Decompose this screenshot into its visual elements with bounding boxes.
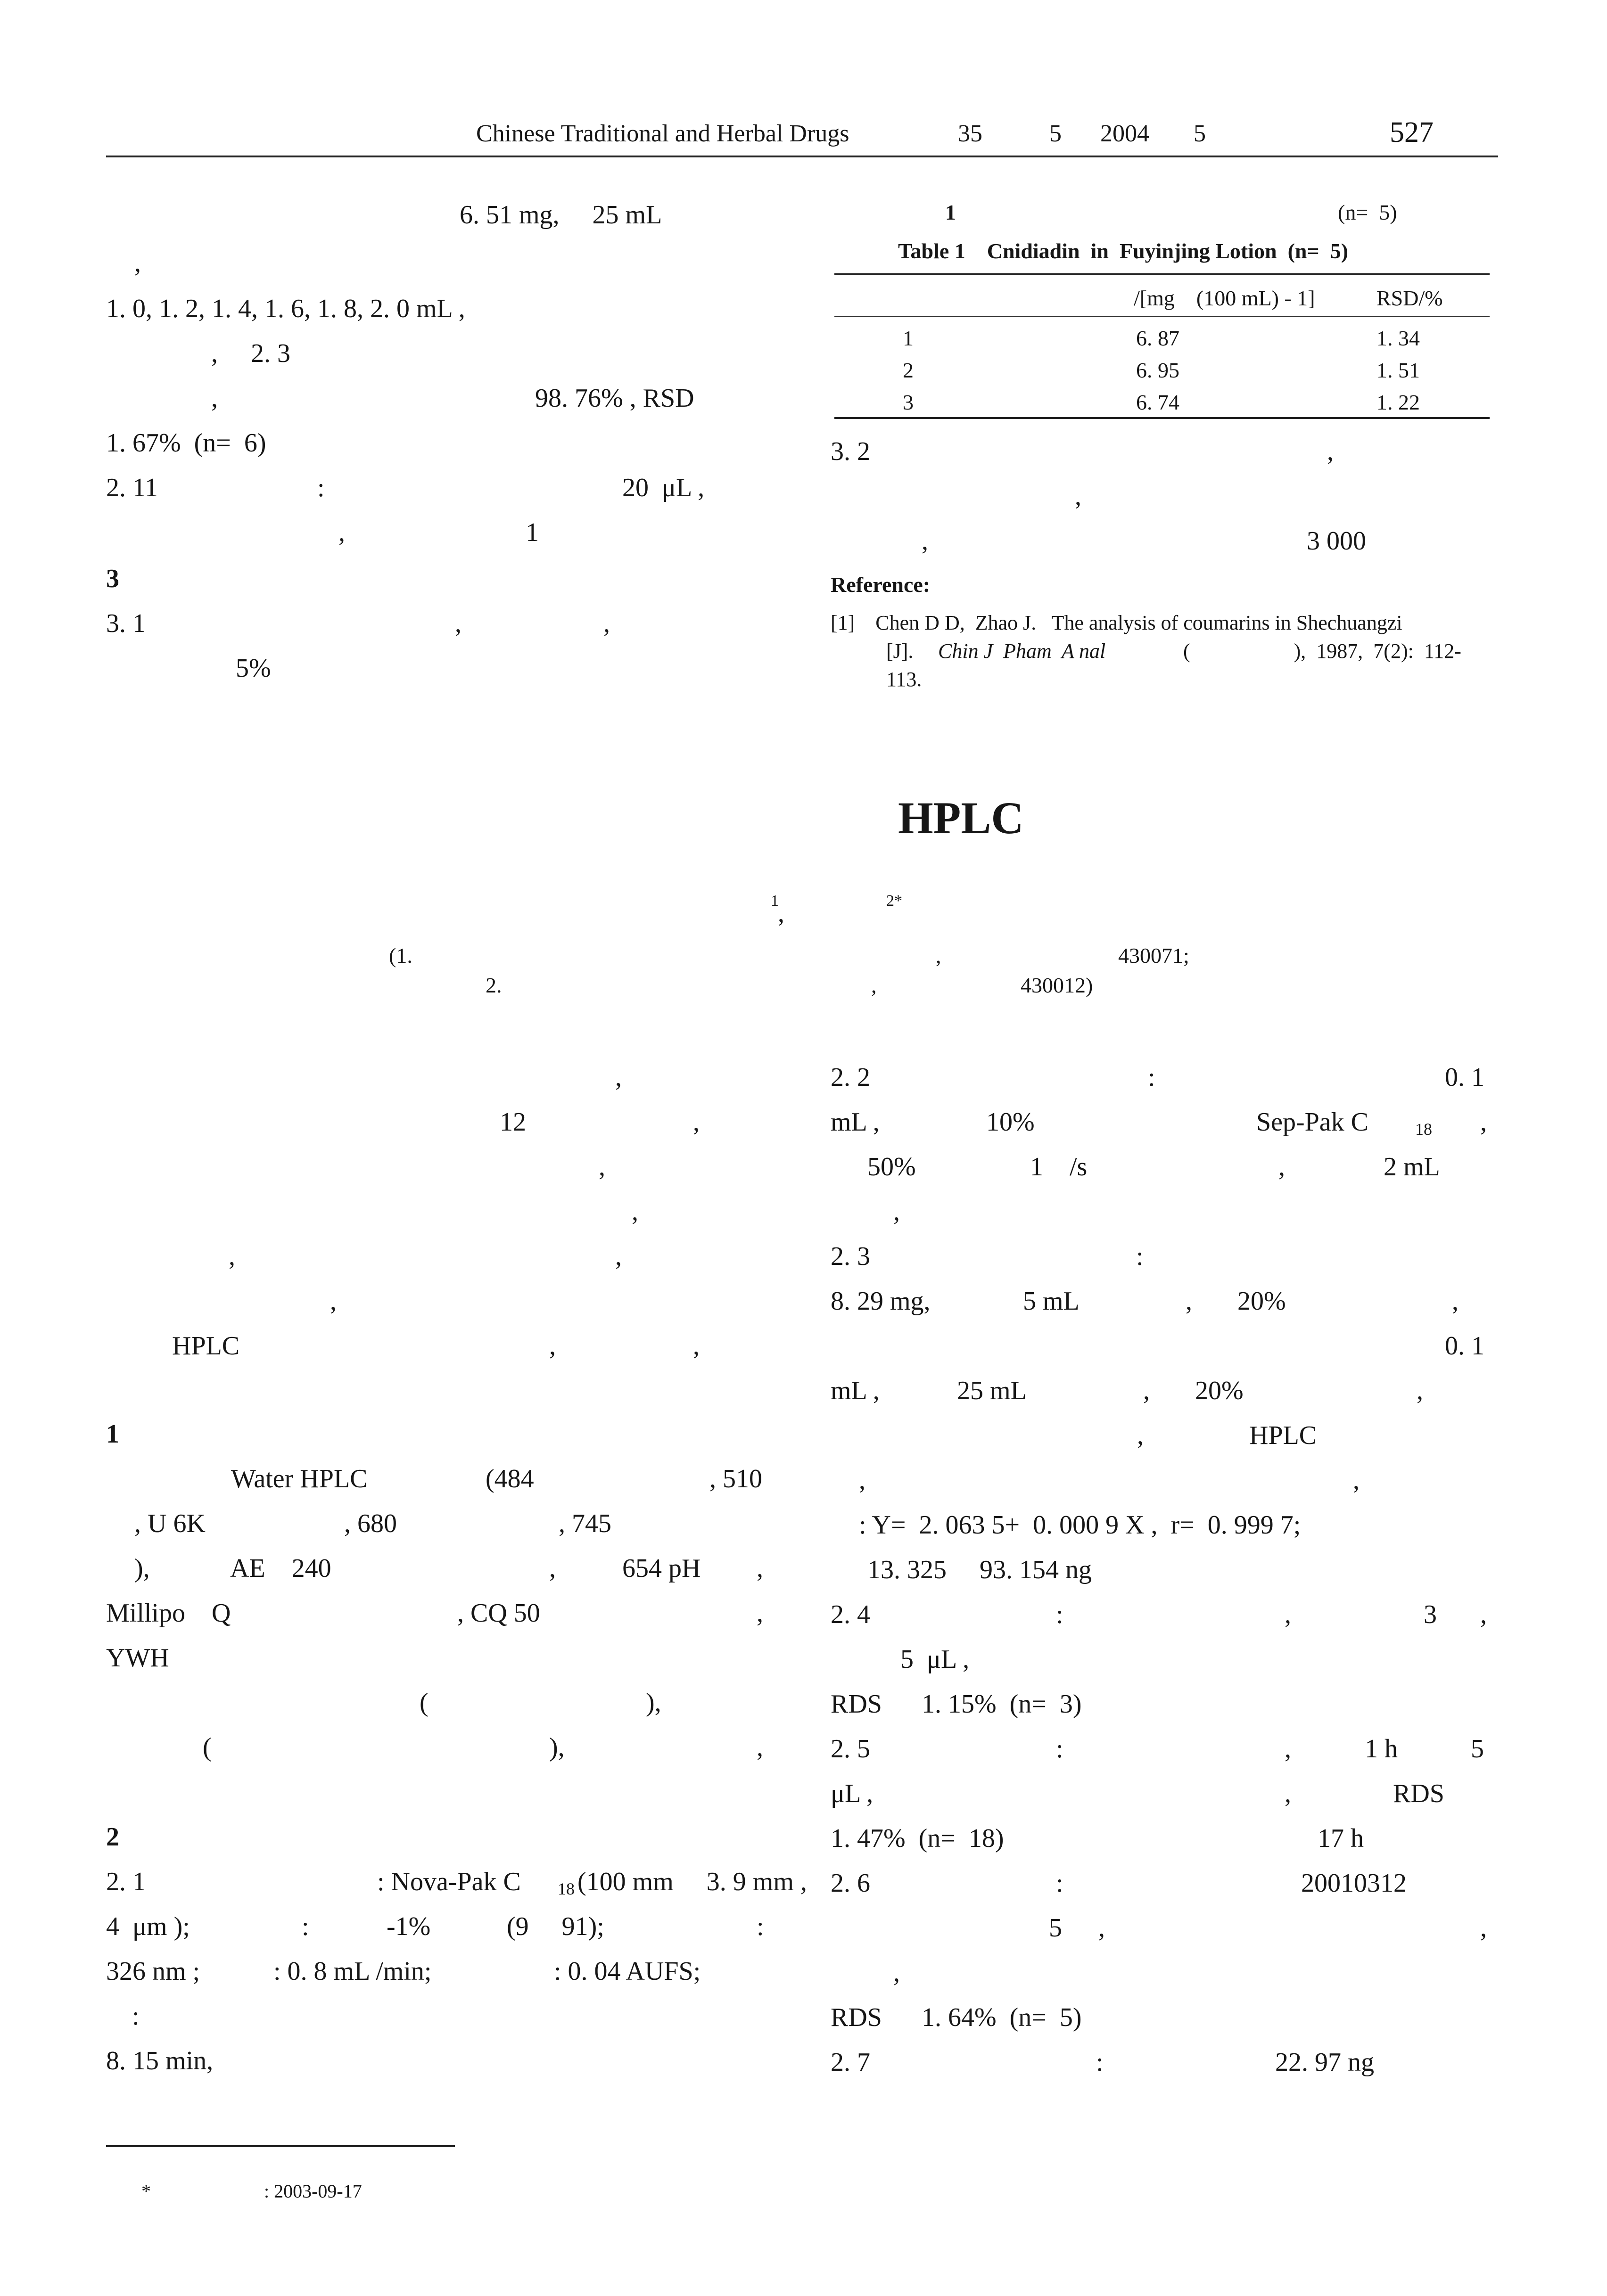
text-line: , 745 xyxy=(559,1509,611,1538)
section-number: 2 xyxy=(106,1822,119,1852)
table-bottom-rule xyxy=(834,417,1490,419)
volume: 35 xyxy=(958,120,982,147)
affiliation-sup: 2* xyxy=(886,892,902,910)
text-line: 5 μL , xyxy=(900,1645,970,1674)
text-line: , xyxy=(1353,1466,1360,1495)
section-number: 1 xyxy=(106,1419,119,1449)
text-line: : xyxy=(1096,2048,1104,2077)
column-header-rsd: RSD/% xyxy=(1376,286,1443,310)
text-line: ( xyxy=(420,1688,429,1717)
article-title: HPLC xyxy=(898,793,1024,843)
text-line: 3. 1 xyxy=(106,609,146,638)
text-line: : Nova-Pak C xyxy=(377,1867,521,1896)
reference-line: 113. xyxy=(886,668,922,691)
text-line: 20 μL , xyxy=(622,473,705,502)
text-line: AE 240 xyxy=(230,1554,331,1583)
text-line: : xyxy=(132,2001,140,2031)
text-line: 0. 1 xyxy=(1445,1063,1484,1092)
text-line: μL , xyxy=(831,1779,874,1808)
text-line: mL , xyxy=(831,1107,880,1137)
table-n: (n= 5) xyxy=(1338,200,1397,224)
content-cell: 6. 87 xyxy=(1136,326,1179,350)
text-line: , xyxy=(330,1287,337,1316)
text-line: 2. 1 xyxy=(106,1867,146,1896)
text-line: -1% xyxy=(387,1912,431,1941)
text-line: 2. 3 xyxy=(831,1242,870,1271)
text-line: 25 mL xyxy=(957,1376,1027,1405)
text-line: , 510 xyxy=(709,1464,762,1493)
text-line: 3. 2 xyxy=(831,437,870,466)
text-line: 17 h xyxy=(1318,1824,1364,1853)
affiliation-line: 430012) xyxy=(1021,973,1093,997)
text-line: 2. 2 xyxy=(831,1063,870,1092)
text-line: , xyxy=(1452,1287,1459,1316)
text-line: , xyxy=(1417,1376,1423,1405)
footnote-rule xyxy=(106,2145,455,2147)
text-line: : xyxy=(757,1912,764,1941)
content-cell: 6. 74 xyxy=(1136,390,1179,414)
text-line: , xyxy=(1327,437,1334,466)
text-line: Sep-Pak C xyxy=(1256,1107,1368,1137)
text-line: 10% xyxy=(986,1107,1035,1137)
text-line: , xyxy=(615,1063,622,1092)
text-line: , xyxy=(632,1197,638,1226)
text-line: , xyxy=(338,518,345,547)
text-line: 2. 5 xyxy=(831,1734,870,1763)
text-line: , xyxy=(893,1958,900,1987)
text-line: 4 μm ); xyxy=(106,1912,190,1941)
issue: 5 xyxy=(1049,120,1062,147)
header-rule xyxy=(106,156,1498,157)
subscript: 18 xyxy=(558,1879,575,1898)
text-line: , xyxy=(134,248,141,278)
text-line: , xyxy=(1285,1600,1291,1629)
text-line: , xyxy=(1098,1913,1105,1943)
table-number: 1 xyxy=(945,200,956,224)
text-line: , xyxy=(1278,1152,1285,1181)
text-line: , xyxy=(1285,1779,1291,1808)
text-line: , xyxy=(603,609,610,638)
text-line: , xyxy=(859,1466,865,1495)
text-line: 5% xyxy=(236,654,271,683)
text-line: , xyxy=(1137,1421,1144,1450)
text-line: 2. 11 xyxy=(106,473,158,502)
text-line: Water HPLC xyxy=(231,1464,368,1493)
affiliation-sup: 1 xyxy=(771,892,779,910)
text-line: : xyxy=(1148,1063,1155,1092)
text-line: , xyxy=(693,1107,700,1137)
row-number: 1 xyxy=(903,326,914,350)
affiliation-line: , xyxy=(871,973,877,997)
row-number: 2 xyxy=(903,358,914,382)
text-line: ), xyxy=(646,1688,661,1717)
text-line: 5 xyxy=(1049,1913,1062,1943)
text-line: , xyxy=(1285,1734,1291,1763)
text-line: RDS 1. 15% (n= 3) xyxy=(831,1689,1082,1719)
reference-line: [J]. xyxy=(886,640,914,663)
text-line: , 2. 3 xyxy=(211,339,290,368)
text-line: ( xyxy=(203,1733,212,1762)
reference-line: ( ), 1987, 7(2): 112- xyxy=(1183,640,1461,663)
subscript: 18 xyxy=(1415,1120,1432,1139)
text-line: ), xyxy=(549,1733,565,1762)
content-cell: 6. 95 xyxy=(1136,358,1179,382)
text-line: 0. 1 xyxy=(1445,1331,1484,1361)
text-line: , U 6K xyxy=(134,1509,206,1538)
journal-name: Chinese Traditional and Herbal Drugs xyxy=(476,120,849,147)
text-line: 8. 15 min, xyxy=(106,2046,214,2075)
text-line: , xyxy=(455,609,461,638)
page-number: 527 xyxy=(1390,116,1434,148)
year: 2004 xyxy=(1100,120,1149,147)
text-line: 5 xyxy=(1471,1734,1484,1763)
reference-label: Reference: xyxy=(831,573,931,597)
text-line: , xyxy=(757,1733,763,1762)
footnote-mark: * xyxy=(141,2181,151,2202)
text-line: , xyxy=(229,1242,235,1271)
text-line: , CQ 50 xyxy=(457,1599,540,1628)
reference-journal: Chin J Pham A nal xyxy=(938,640,1106,663)
text-line: 1 /s xyxy=(1030,1152,1088,1181)
text-line: , xyxy=(1075,482,1081,511)
text-line: , xyxy=(1480,1107,1487,1137)
text-line: 8. 29 mg, xyxy=(831,1287,931,1316)
text-line: 20% xyxy=(1237,1287,1286,1316)
text-line: , xyxy=(1480,1600,1487,1629)
text-line: 654 pH xyxy=(622,1554,701,1583)
text-line: 326 nm ; xyxy=(106,1957,200,1986)
table-mid-rule xyxy=(834,316,1490,317)
text-line: , xyxy=(893,1197,900,1226)
text-line: , xyxy=(757,1554,763,1583)
column-header-content: /[mg (100 mL) - 1] xyxy=(1134,286,1315,310)
text-line: : 0. 04 AUFS; xyxy=(554,1957,701,1986)
text-line: (100 mm 3. 9 mm , xyxy=(577,1867,807,1896)
text-line: , xyxy=(549,1331,556,1361)
affiliation-comma: , xyxy=(778,899,784,928)
affiliation-line: 430071; xyxy=(1118,943,1189,968)
table-caption: Table 1 Cnidiadin in Fuyinjing Lotion (n= 5) xyxy=(898,239,1349,263)
rsd-cell: 1. 34 xyxy=(1376,326,1420,350)
text-line: 98. 76% , RSD xyxy=(535,384,694,413)
text-line: , xyxy=(1480,1913,1487,1943)
text-line: , xyxy=(211,384,218,413)
text-line: Millipo Q xyxy=(106,1599,231,1628)
text-line: : xyxy=(302,1912,309,1941)
text-line: 50% xyxy=(867,1152,916,1181)
section-number: 3 xyxy=(106,564,119,593)
text-line: 3 xyxy=(1424,1600,1437,1629)
text-line: 2. 4 xyxy=(831,1600,870,1629)
text-line: : xyxy=(317,473,325,502)
text-line: (9 91); xyxy=(507,1912,604,1941)
text-line: , xyxy=(1143,1376,1150,1405)
month: 5 xyxy=(1194,120,1206,147)
table-top-rule xyxy=(834,273,1490,275)
text-line: RDS 1. 64% (n= 5) xyxy=(831,2003,1082,2032)
text-line: 5 mL xyxy=(1023,1287,1080,1316)
text-line: : xyxy=(1056,1600,1063,1629)
text-line: 3 000 xyxy=(1307,526,1366,556)
text-line: 13. 325 93. 154 ng xyxy=(867,1555,1092,1584)
footnote-date: : 2003-09-17 xyxy=(264,2181,362,2202)
text-line: , xyxy=(1186,1287,1192,1316)
text-line: mL , xyxy=(831,1376,880,1405)
text-line: : xyxy=(1056,1869,1063,1898)
text-line: HPLC xyxy=(172,1331,240,1361)
row-number: 3 xyxy=(903,390,914,414)
rsd-cell: 1. 22 xyxy=(1376,390,1420,414)
text-line: 1. 47% (n= 18) xyxy=(831,1824,1004,1853)
text-line: 1. 67% (n= 6) xyxy=(106,428,266,458)
text-line: 20% xyxy=(1195,1376,1244,1405)
text-line: 1 xyxy=(526,518,539,547)
text-line: , 680 xyxy=(344,1509,397,1538)
affiliation-line: (1. xyxy=(389,943,412,968)
text-line: 12 xyxy=(500,1107,526,1137)
text-line: , xyxy=(615,1242,622,1271)
reference-line: [1] Chen D D, Zhao J. The analysis of coumarins in Shechuangzi xyxy=(831,611,1402,634)
text-line: 1 h xyxy=(1365,1734,1398,1763)
text-line: : 0. 8 mL /min; xyxy=(273,1957,432,1986)
text-line: , xyxy=(549,1554,556,1583)
text-line: , xyxy=(599,1152,605,1181)
text-line: 20010312 xyxy=(1301,1869,1407,1898)
text-line: , xyxy=(757,1599,763,1628)
text-line: (484 xyxy=(486,1464,534,1493)
text-line: 6. 51 mg, 25 mL xyxy=(460,200,662,230)
text-line: : xyxy=(1056,1734,1063,1763)
text-line: , xyxy=(922,526,928,556)
text-line: HPLC xyxy=(1249,1421,1317,1450)
text-line: 2 mL xyxy=(1384,1152,1440,1181)
text-line: YWH xyxy=(106,1643,169,1673)
text-line: 2. 6 xyxy=(831,1869,870,1898)
text-line: RDS xyxy=(1393,1779,1444,1808)
text-line: : xyxy=(1136,1242,1144,1271)
affiliation-line: , xyxy=(936,943,941,968)
regression-equation: : Y= 2. 063 5+ 0. 000 9 X , r= 0. 999 7; xyxy=(859,1510,1301,1540)
text-line: 1. 0, 1. 2, 1. 4, 1. 6, 1. 8, 2. 0 mL , xyxy=(106,294,465,323)
text-line: ), xyxy=(134,1554,150,1583)
text-line: 22. 97 ng xyxy=(1275,2048,1374,2077)
text-line: , xyxy=(693,1331,700,1361)
text-line: 2. 7 xyxy=(831,2048,870,2077)
rsd-cell: 1. 51 xyxy=(1376,358,1420,382)
affiliation-line: 2. xyxy=(486,973,502,997)
